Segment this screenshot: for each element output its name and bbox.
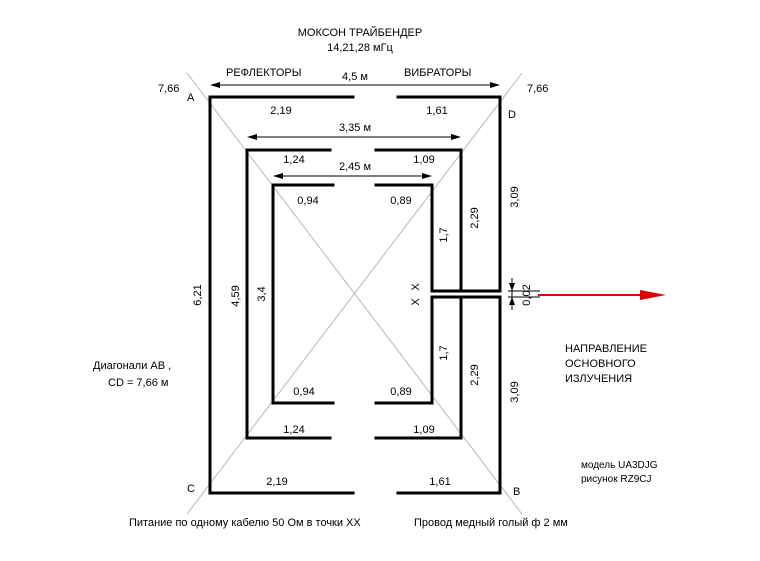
vibrator-outer-top-label: 1,61 — [426, 105, 448, 117]
diagonal-note-line-2: CD = 7,66 м — [108, 377, 169, 389]
direction-line-1: НАПРАВЛЕНИЕ — [565, 343, 647, 355]
direction-line-3: ИЗЛУЧЕНИЯ — [565, 373, 633, 385]
reflector-inner-bottom-label: 0,94 — [293, 386, 315, 398]
diagonal-note-line-1: Диагонали AB , — [93, 360, 172, 372]
vibrator-outer-lower-height-label: 3,09 — [509, 381, 521, 403]
wire-note: Провод медный голый ф 2 мм — [414, 517, 568, 529]
corner-value-right: 7,66 — [527, 83, 549, 95]
vibrator-middle-lower-height-label: 2,29 — [469, 364, 481, 386]
reflector-inner-height-label: 3,4 — [256, 286, 268, 302]
corner-a: A — [187, 92, 195, 104]
dimension-inner-width — [273, 173, 432, 179]
corner-d: D — [508, 109, 516, 121]
vibrator-inner-top-label: 0,89 — [390, 195, 412, 207]
corner-value-left: 7,66 — [158, 83, 180, 95]
reflector-middle-height-label: 4,59 — [230, 285, 242, 307]
reflector-middle-top-label: 1,24 — [283, 154, 305, 166]
feed-mark-upper: X — [410, 283, 422, 291]
vibrator-middle-bottom-label: 1,09 — [413, 424, 435, 436]
reflectors-label: РЕФЛЕКТОРЫ — [226, 67, 302, 79]
vibrator-middle — [376, 150, 461, 438]
reflector-outer-height-label: 6,21 — [192, 284, 204, 306]
direction-line-2: ОСНОВНОГО — [565, 358, 636, 370]
dimension-middle-width — [247, 134, 461, 140]
corner-b: B — [513, 486, 521, 498]
vibrator-outer-upper-height-label: 3,09 — [509, 186, 521, 208]
radiation-direction-arrow — [538, 290, 666, 300]
corner-c: C — [187, 483, 195, 495]
vibrator-inner — [376, 185, 432, 403]
outer-width-label: 4,5 м — [342, 71, 368, 83]
inner-width-label: 2,45 м — [338, 161, 372, 173]
feed-note: Питание по одному кабелю 50 Ом в точки XX — [129, 517, 361, 529]
vibrator-inner-upper-height-label: 1,7 — [438, 227, 450, 243]
reflector-middle-bottom-label: 1,24 — [283, 424, 305, 436]
reflector-inner-top-label: 0,94 — [297, 195, 319, 207]
feed-connector — [432, 291, 500, 297]
frequencies: 14,21,28 мГц — [327, 42, 393, 54]
credit-model: модель UA3DJG — [581, 460, 658, 471]
vibrators-label: ВИБРАТОРЫ — [404, 67, 472, 79]
reflector-outer-top-label: 2,19 — [270, 105, 292, 117]
vibrator-middle-upper-height-label: 2,29 — [469, 207, 481, 229]
middle-width-label: 3,35 м — [338, 122, 372, 134]
credit-drawing: рисунок RZ9CJ — [581, 474, 652, 485]
reflector-outer-bottom-label: 2,19 — [266, 476, 288, 488]
title: МОКСОН ТРАЙБЕНДЕР — [297, 27, 423, 39]
gap-label: 0,02 — [521, 284, 533, 306]
vibrator-inner-bottom-label: 0,89 — [390, 386, 412, 398]
vibrator-middle-top-label: 1,09 — [413, 154, 435, 166]
feed-mark-lower: X — [410, 298, 422, 306]
vibrator-inner-lower-height-label: 1,7 — [438, 345, 450, 361]
vibrator-outer-bottom-label: 1,61 — [429, 476, 451, 488]
reflector-inner — [273, 185, 333, 403]
